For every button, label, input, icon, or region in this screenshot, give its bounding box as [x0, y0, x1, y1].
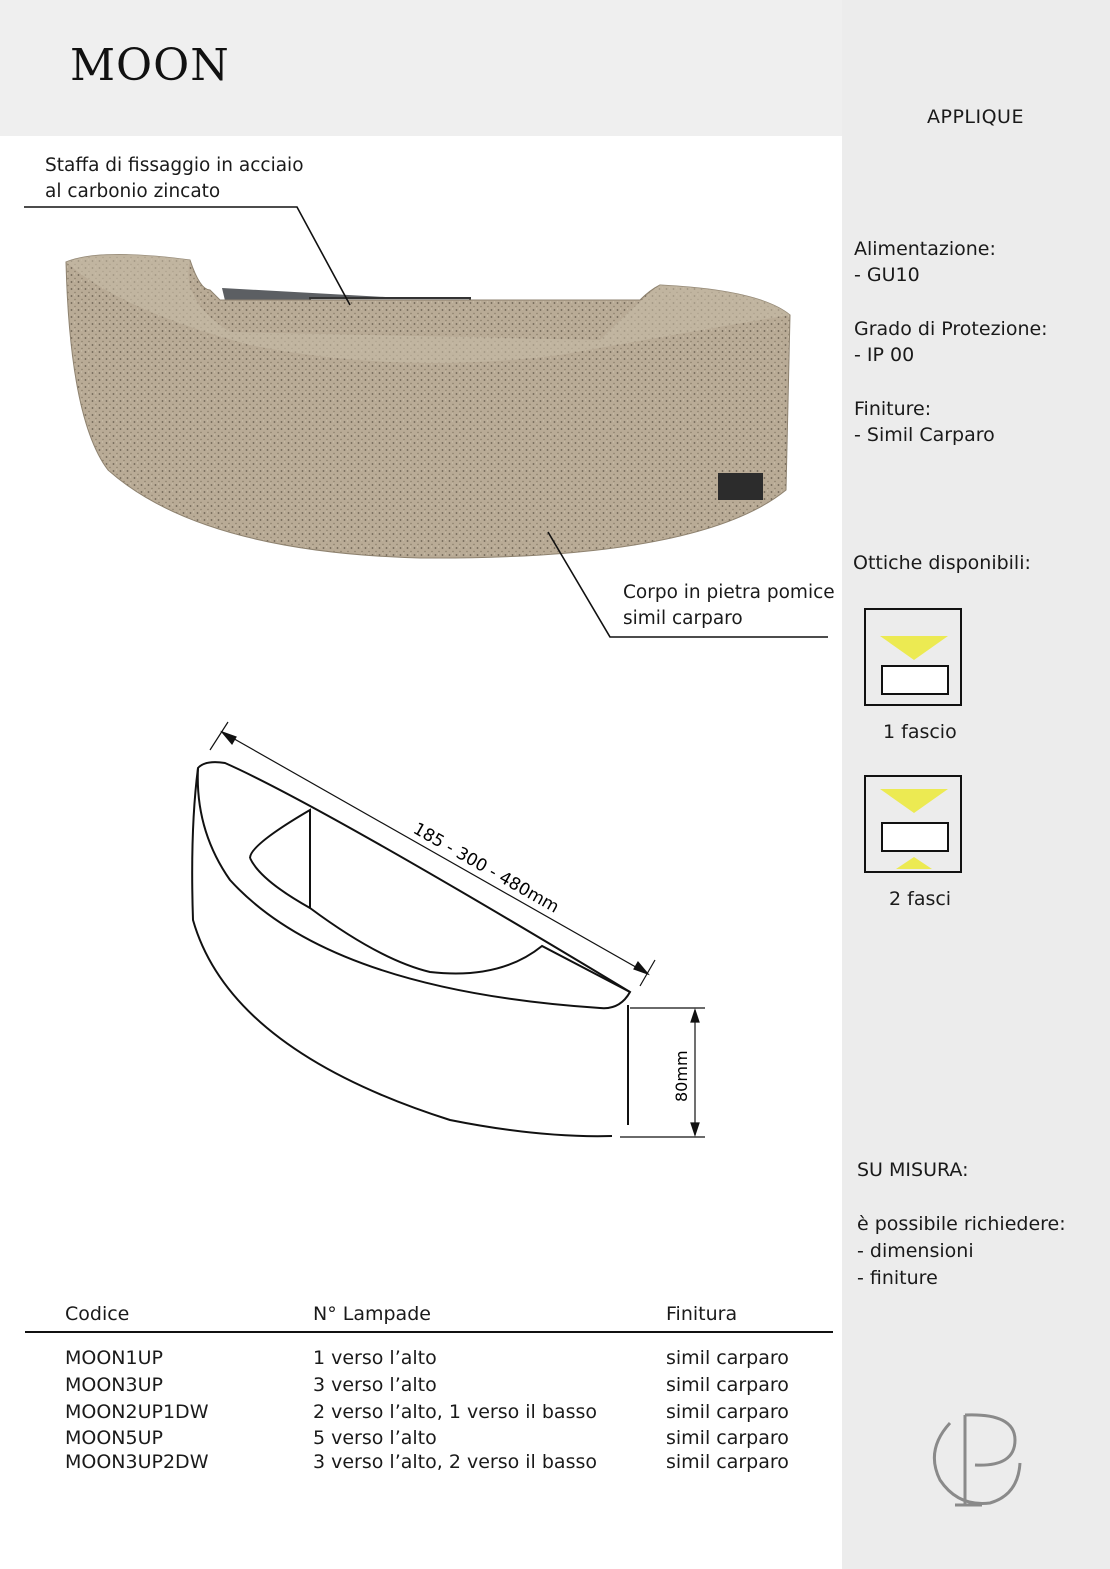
product-category: APPLIQUE: [927, 106, 1024, 128]
table-header-lamps: N° Lampade: [313, 1303, 431, 1325]
double-beam-icon: [864, 775, 962, 873]
custom-label: SU MISURA:: [857, 1159, 969, 1181]
height-label: 80mm: [672, 1050, 691, 1102]
drawing-outline: [198, 762, 630, 1008]
double-beam-label: 2 fasci: [889, 888, 952, 910]
brand-monogram-icon: [920, 1405, 1030, 1515]
table-rule: [25, 1331, 833, 1333]
technical-drawing: [0, 710, 842, 1170]
optics-label: Ottiche disponibili:: [853, 552, 1031, 574]
brand-tag: [718, 473, 763, 500]
custom-intro: è possibile richiedere:: [857, 1213, 1066, 1235]
power-label: Alimentazione:: [854, 238, 996, 260]
single-beam-label: 1 fascio: [883, 721, 957, 743]
custom-item-dimensions: - dimensioni: [857, 1240, 974, 1262]
power-value: - GU10: [854, 264, 920, 286]
custom-item-finishes: - finiture: [857, 1267, 938, 1289]
protection-label: Grado di Protezione:: [854, 318, 1048, 340]
body-callout: Corpo in pietra pomice simil carparo: [623, 582, 835, 629]
product-photo: [0, 140, 842, 800]
table-header-code: Codice: [65, 1303, 130, 1325]
table-header-finish: Finitura: [666, 1303, 738, 1325]
product-title: MOON: [70, 40, 230, 91]
protection-value: - IP 00: [854, 344, 915, 366]
bracket-callout: Staffa di fissaggio in acciaio al carbonio zincato: [45, 155, 304, 202]
finish-value: - Simil Carparo: [854, 424, 995, 446]
length-label: 185 - 300 - 480mm: [409, 818, 563, 918]
length-dimension: [210, 722, 655, 986]
single-beam-icon: [864, 608, 962, 706]
height-dimension: [620, 1008, 705, 1137]
finish-label: Finiture:: [854, 398, 932, 420]
